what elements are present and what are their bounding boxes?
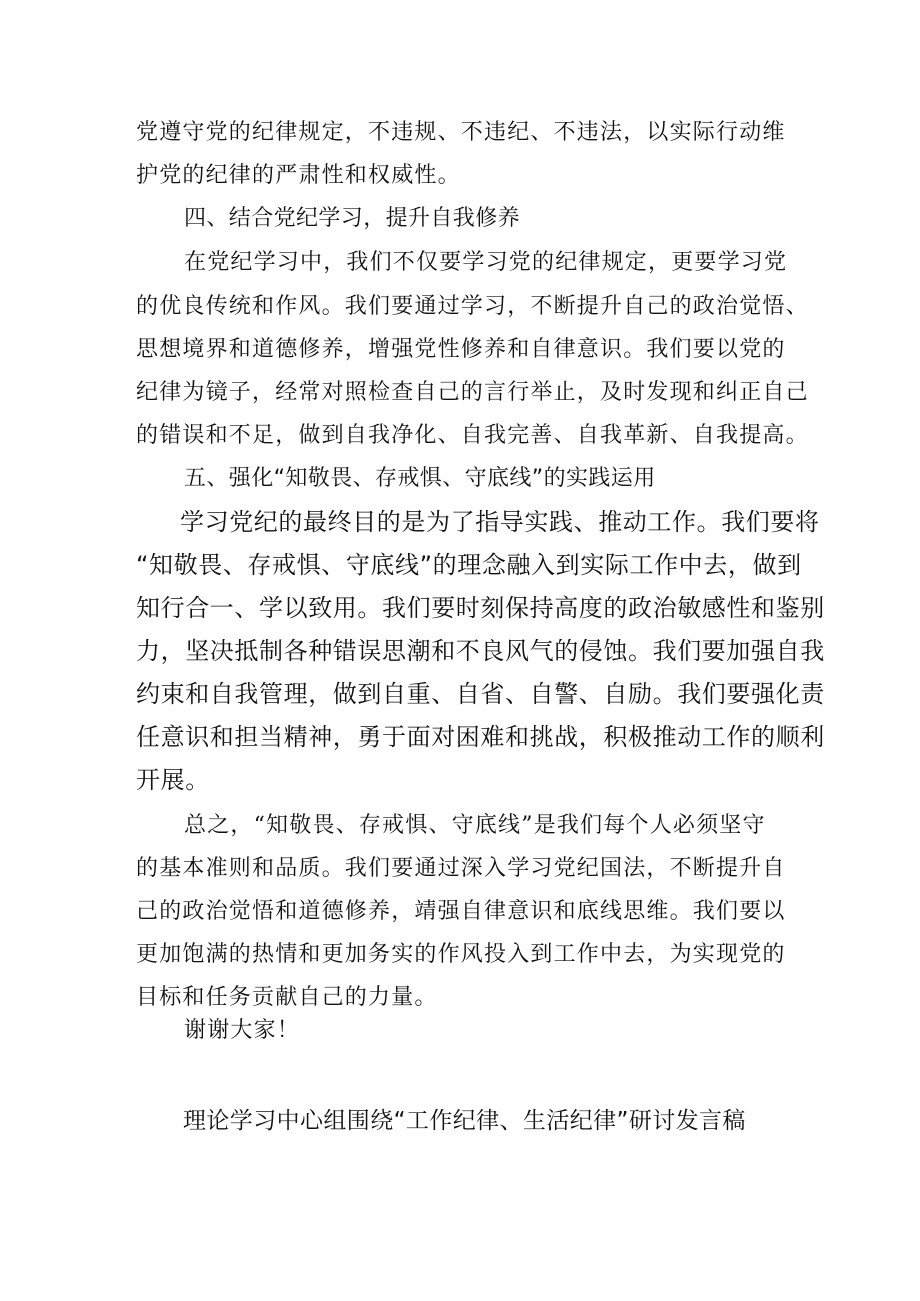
paragraph-line: 己的政治觉悟和道德修养，靖强自律意识和底线思维。我们要以 [136, 899, 786, 924]
paragraph-line: 的优良传统和作风。我们要通过学习，不断提升自己的政治觉悟、 [136, 294, 809, 319]
paragraph-line: 更加饱满的热情和更加务实的作风投入到工作中去，为实现党的 [136, 942, 786, 967]
paragraph-line: 总之，“知敬畏、存戒惧、守底线”是我们每个人必须坚守 [184, 813, 766, 838]
paragraph-line: 任意识和担当精神，勇于面对困难和挑战，积极推动工作的顺利 [136, 723, 825, 751]
paragraph-line: “知敬畏、存戒惧、守底线”的理念融入到实际工作中去，做到 [136, 551, 802, 579]
paragraph-line: 目标和任务贡献自己的力量。 [136, 985, 438, 1010]
section-heading-4: 四、结合党纪学习，提升自我修养 [184, 206, 521, 231]
closing-thanks: 谢谢大家！ [184, 1018, 301, 1043]
paragraph-line: 纪律为镜子，经常对照检查自己的言行举止，及时发现和纠正自己 [136, 380, 809, 405]
paragraph-line: 党遵守党的纪律规定，不违规、不违纪、不违法，以实际行动维 [136, 120, 786, 145]
paragraph-line: 的基本准则和品质。我们要通过深入学习党纪国法，不断提升自 [136, 856, 786, 881]
paragraph-line: 开展。 [136, 766, 210, 794]
paragraph-line: 思想境界和道德修养，增强党性修养和自律意识。我们要以党的 [136, 337, 786, 362]
section-heading-5: 五、强化“知敬畏、存戒惧、守底线”的实践运用 [184, 466, 656, 491]
paragraph-line: 在党纪学习中，我们不仅要学习党的纪律规定，更要学习党 [184, 250, 788, 275]
paragraph-line: 约束和自我管理，做到自重、自省、自警、自励。我们要强化责 [136, 680, 825, 708]
paragraph-line: 知行合一、学以致用。我们要时刻保持高度的政治敏感性和鉴别 [136, 594, 825, 622]
paragraph-line: 学习党纪的最终目的是为了指导实践、推动工作。我们要将 [180, 508, 820, 536]
document-title: 理论学习中心组围绕“工作纪律、生活纪律”研讨发言稿 [183, 1108, 746, 1134]
paragraph-line: 护党的纪律的严肃性和权威性。 [136, 163, 461, 188]
paragraph-line: 的错误和不足，做到自我净化、自我完善、自我革新、自我提高。 [136, 423, 809, 448]
paragraph-line: 力，坚决抵制各种错误思潮和不良风气的侵蚀。我们要加强自我 [136, 637, 825, 665]
